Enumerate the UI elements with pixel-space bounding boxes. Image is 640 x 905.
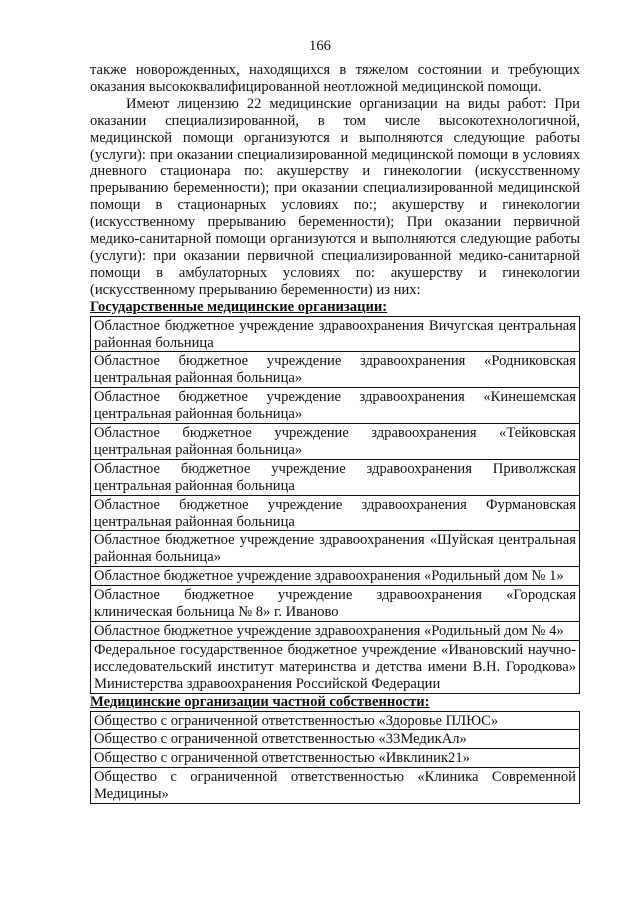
table-row <box>91 388 580 424</box>
state-organizations-heading: Государственные медицинские организации: <box>90 298 388 315</box>
table-cell: Областное бюджетное учреждение здравоохранения «Шуйская центральная районная больница» <box>91 531 580 567</box>
intro-continuation: также новорожденных, находящихся в тяжелом состоянии и требующих оказания высококвалифицированной неотложной медицинской помощи. <box>90 62 580 95</box>
table-row <box>91 352 580 388</box>
page-number: 166 <box>309 38 331 54</box>
table-cell: Областное бюджетное учреждение здравоохранения «Городская клиническая больница № 8» г. Иваново <box>91 586 580 622</box>
table-row <box>91 495 580 531</box>
private-organizations-heading: Медицинские организации частной собственности: <box>90 693 430 710</box>
table-row <box>91 459 580 495</box>
license-paragraph: Имеют лицензию 22 медицинские организации на виды работ: При оказании специализированной, в том числе высокотехнологичной, медицинской помощи организуются и выполняются следующие работы (услуги): при оказании специализированной медицинской помощи в условиях дневного стационара по: акушерству и гинекологии (искусственному прерыванию беременности); при оказании специализированной медицинской помощи в стационарных условиях по:; акушерству и гинекологии (искусственному прерыванию беременности); При оказании первичной медико-санитарной помощи организуются и выполняются следующие работы (услуги): при оказании первичной специализированной медико-санитарной помощи в амбулаторных условиях по: акушерству и гинекологии (искусственному прерыванию беременности) из них: <box>90 95 580 298</box>
state-organizations-table <box>90 316 580 694</box>
table-row <box>91 640 580 693</box>
table-row <box>91 567 580 586</box>
table-cell: Федеральное государственное бюджетное учреждение «Ивановский научно-исследовательский институт материнства и детства имени В.Н. Городкова» Министерства здравоохранения Российской Федерации <box>91 640 580 693</box>
table-cell: Областное бюджетное учреждение здравоохранения «Родильный дом № 4» <box>91 622 580 641</box>
table-row <box>91 316 580 352</box>
table-cell: Общество с ограниченной ответственностью «Клиника Современной Медицины» <box>91 768 580 804</box>
table-cell: Областное бюджетное учреждение здравоохранения «Родильный дом № 1» <box>91 567 580 586</box>
table-cell: Областное бюджетное учреждение здравоохранения «Кинешемская центральная районная больница» <box>91 388 580 424</box>
table-cell: Общество с ограниченной ответственностью «Ивклиник21» <box>91 749 580 768</box>
document-body <box>90 62 580 804</box>
table-cell: Областное бюджетное учреждение здравоохранения «Родниковская центральная районная больница» <box>91 352 580 388</box>
table-row <box>91 711 580 730</box>
table-row <box>91 424 580 460</box>
table-row <box>91 730 580 749</box>
table-row <box>91 586 580 622</box>
table-cell: Общество с ограниченной ответственностью «Здоровье ПЛЮС» <box>91 711 580 730</box>
table-cell: Областное бюджетное учреждение здравоохранения Вичугская центральная районная больница <box>91 316 580 352</box>
table-cell: Областное бюджетное учреждение здравоохранения «Тейковская центральная районная больница» <box>91 424 580 460</box>
table-cell: Общество с ограниченной ответственностью «33МедикАл» <box>91 730 580 749</box>
table-row <box>91 622 580 641</box>
table-row <box>91 768 580 804</box>
table-cell: Областное бюджетное учреждение здравоохранения Приволжская центральная районная больница <box>91 459 580 495</box>
table-cell: Областное бюджетное учреждение здравоохранения Фурмановская центральная районная больница <box>91 495 580 531</box>
table-row <box>91 749 580 768</box>
table-row <box>91 531 580 567</box>
private-organizations-table <box>90 711 580 805</box>
